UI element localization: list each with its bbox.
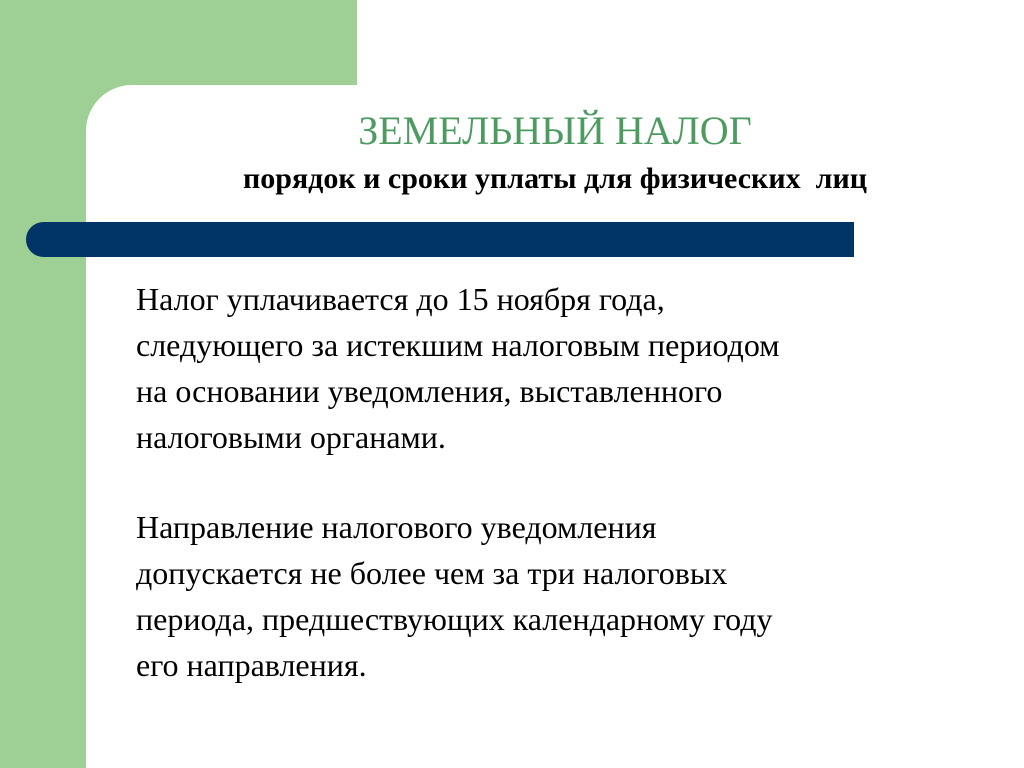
body-text [136,276,976,688]
slide-title: ЗЕМЕЛЬНЫЙ НАЛОГ [358,108,752,153]
slide-subtitle: порядок и сроки уплаты для физических лиц [242,162,868,195]
paragraph-payment-deadline: Налог уплачивается до 15 ноября года, следующего за истекшим налоговым периодом на основании уведомления, выставленного налоговыми органами. [136,281,780,455]
paragraph-notification-period: Направление налогового уведомления допускается не более чем за три налоговых периода, предшествующих календарному году его направления. [136,509,773,683]
title-divider-bar [26,222,854,257]
